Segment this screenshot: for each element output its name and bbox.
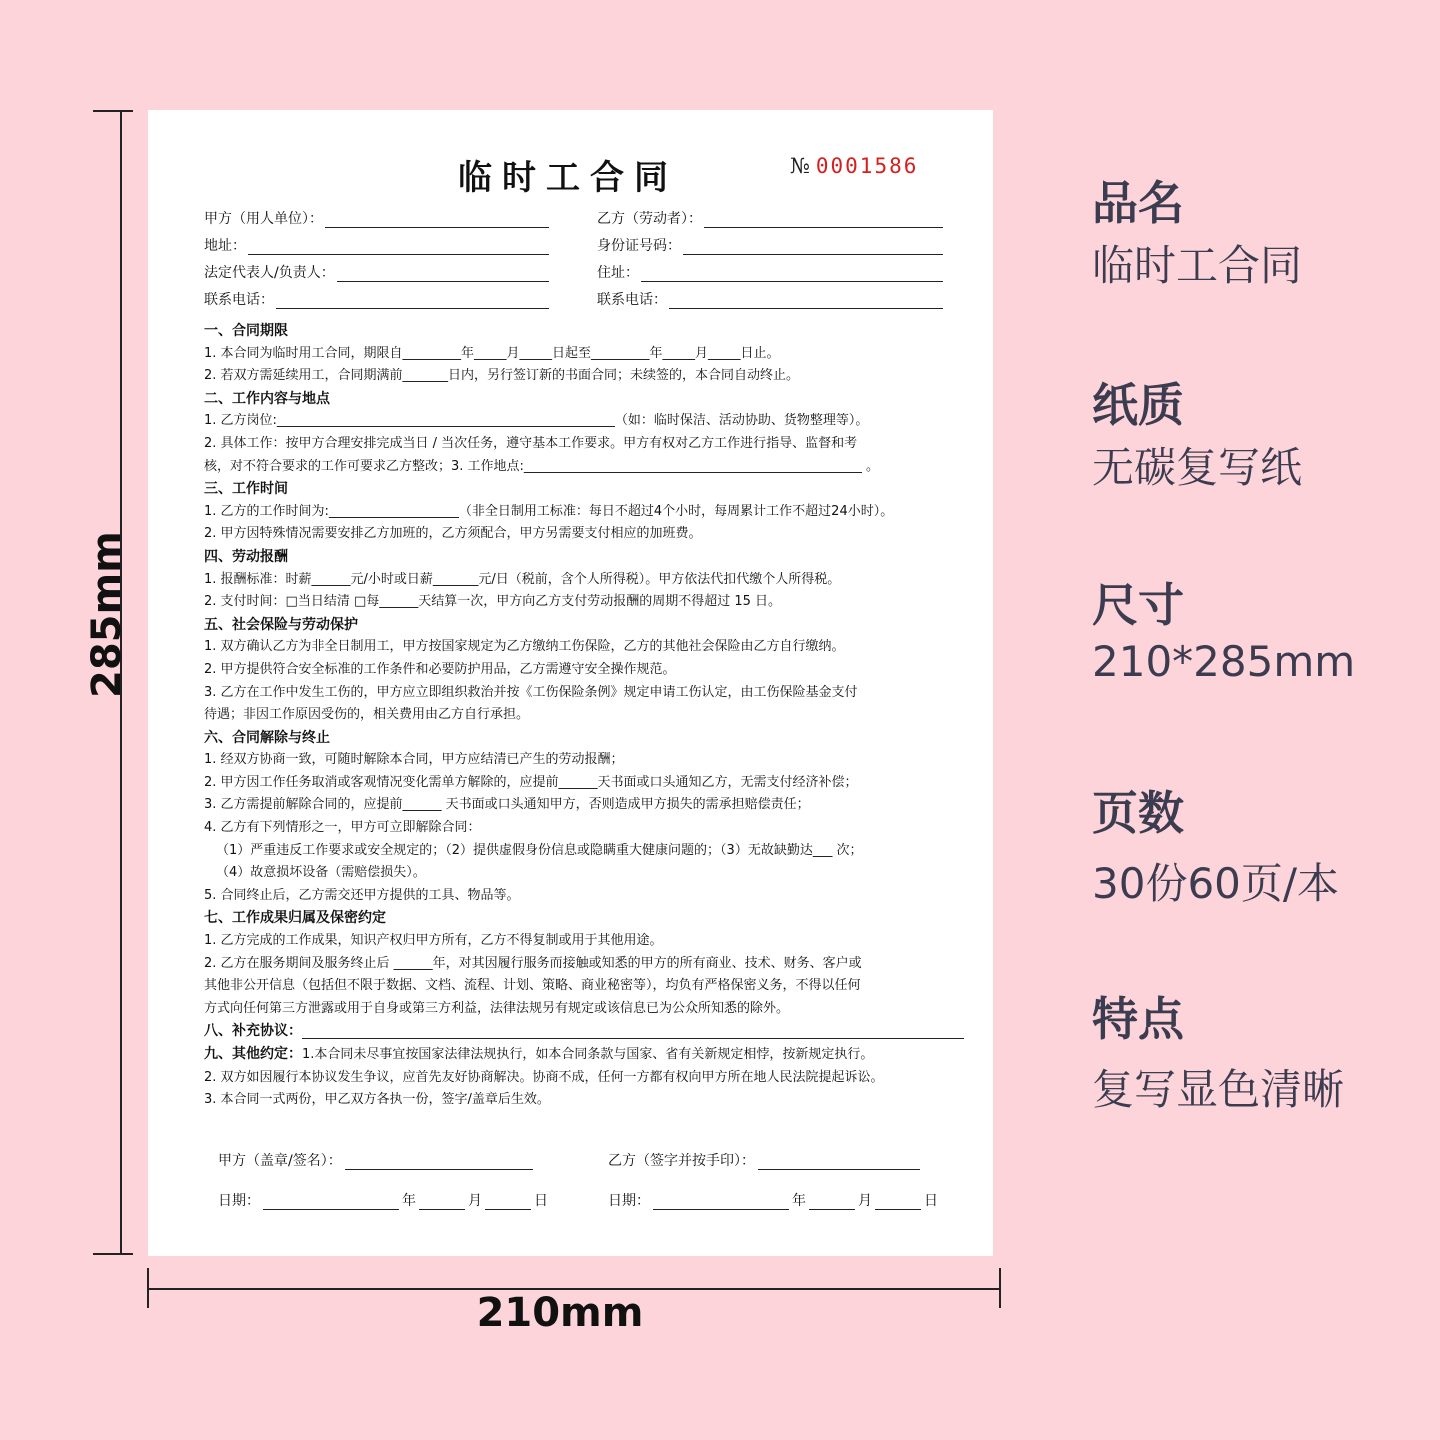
- section-line: 核，对不符合要求的工作可要求乙方整改；3. 工作地点:____________________________________________________ 。: [204, 458, 880, 474]
- height-dimension-cap-bottom: [93, 1253, 133, 1255]
- fill-line: [337, 267, 549, 282]
- contract-clauses: [204, 320, 964, 1112]
- spec-feature: [1092, 992, 1422, 1118]
- fill-line: [345, 1155, 533, 1170]
- field-label: 联系电话：: [597, 292, 667, 308]
- year-label: 年: [402, 1193, 416, 1209]
- field-label: 甲方（用人单位）：: [204, 211, 323, 227]
- section-heading: 五、社会保险与劳动保护: [204, 616, 358, 633]
- section-line: 1. 双方确认乙方为非全日制用工，甲方按国家规定为乙方缴纳工伤保险，乙方的其他社会保险由乙方自行缴纳。: [204, 639, 845, 655]
- spec-size: [1092, 578, 1422, 690]
- contract-title: 临时工合同: [458, 158, 678, 198]
- contract-sheet: [148, 110, 993, 1256]
- spec-value: 复写显色清晰: [1092, 1065, 1345, 1114]
- fill-line: [641, 267, 943, 282]
- section-heading: 二、工作内容与地点: [204, 390, 330, 407]
- field-address: [204, 235, 549, 255]
- fill-line: [325, 213, 549, 228]
- fill-line: [669, 294, 943, 309]
- field-phone-a: [204, 289, 549, 309]
- fill-line: [276, 294, 549, 309]
- section-line: 2. 支付时间：□当日结清 □每______天结算一次，甲方向乙方支付劳动报酬的周期不得超过 15 日。: [204, 594, 782, 610]
- field-label: 地址：: [204, 238, 246, 254]
- sign-label: 乙方（签字并按手印）：: [608, 1153, 755, 1169]
- field-label: 住址：: [597, 265, 639, 281]
- field-legal-rep: [204, 262, 549, 282]
- sign-party-a: [218, 1150, 536, 1170]
- height-dimension-cap-top: [93, 110, 133, 112]
- section-line: 2. 甲方因特殊情况需要安排乙方加班的，乙方须配合，甲方另需要支付相应的加班费。: [204, 526, 702, 542]
- section-heading: 三、工作时间: [204, 481, 288, 498]
- field-party-a: [204, 208, 549, 228]
- serial-sign: №: [790, 154, 810, 178]
- date-party-a: [218, 1190, 548, 1210]
- spec-value: 210*285mm: [1092, 637, 1356, 686]
- section-line: 3. 乙方需提前解除合同的，应提前______ 天书面或口头通知甲方，否则造成甲方损失的需承担赔偿责任；: [204, 797, 810, 813]
- fill-line: [758, 1155, 920, 1170]
- spec-label: 尺寸: [1092, 578, 1184, 632]
- section-heading: 八、补充协议：: [204, 1023, 302, 1040]
- field-label: 法定代表人/负责人：: [204, 265, 335, 281]
- section-line: 待遇；非因工作原因受伤的，相关费用由乙方自行承担。: [204, 707, 530, 723]
- section-heading: 六、合同解除与终止: [204, 729, 330, 746]
- field-label: 身份证号码：: [597, 238, 681, 254]
- fill-line: [485, 1195, 531, 1210]
- sign-label: 甲方（盖章/签名）：: [218, 1153, 342, 1169]
- fill-line: [704, 213, 943, 228]
- date-label: 日期：: [608, 1193, 650, 1209]
- spec-value: 临时工合同: [1092, 241, 1303, 290]
- supplement-row: [204, 1020, 964, 1043]
- fill-line: [419, 1195, 465, 1210]
- section-line: 2. 乙方在服务期间及服务终止后 ______年，对其因履行服务而接触或知悉的甲方的所有商业、技术、财务、客户或: [204, 955, 862, 971]
- field-id-number: [597, 235, 943, 255]
- width-label: 210mm: [476, 1290, 644, 1336]
- field-phone-b: [597, 289, 943, 309]
- section-line: 方式向任何第三方泄露或用于自身或第三方利益，法律法规另有规定或该信息已为公众所知悉的除外。: [204, 1000, 790, 1016]
- section-heading: 九、其他约定：: [204, 1046, 302, 1062]
- fill-line: [809, 1195, 855, 1210]
- section-line: 1. 乙方的工作时间为:____________________（非全日制用工标准：每日不超过4个小时，每周累计工作不超过24小时）。: [204, 503, 894, 519]
- spec-label: 页数: [1092, 786, 1184, 840]
- field-label: 乙方（劳动者）：: [597, 211, 702, 227]
- fill-line: [263, 1195, 399, 1210]
- serial-value: 0001586: [815, 154, 919, 178]
- section-line: （1）严重违反工作要求或安全规定的；（2）提供虚假身份信息或隐瞒重大健康问题的；（3）无故缺勤达___ 次；: [216, 842, 863, 858]
- section-line: 5. 合同终止后，乙方需交还甲方提供的工具、物品等。: [204, 887, 520, 903]
- section-line: 1.本合同未尽事宜按国家法律法规执行，如本合同条款与国家、省有关新规定相悖，按新规定执行。: [302, 1047, 874, 1062]
- section-line: （4）故意损坏设备（需赔偿损失）。: [216, 865, 426, 881]
- spec-value: 无碳复写纸: [1092, 443, 1303, 492]
- height-label: 285mm: [84, 531, 130, 698]
- sign-party-b: [608, 1150, 923, 1170]
- date-party-b: [608, 1190, 938, 1210]
- serial-number: [790, 154, 918, 178]
- section-line: 1. 乙方完成的工作成果，知识产权归甲方所有，乙方不得复制或用于其他用途。: [204, 933, 663, 949]
- section-line: 1. 经双方协商一致，可随时解除本合同，甲方应结清已产生的劳动报酬；: [204, 752, 624, 768]
- section-line: 2. 若双方需延续用工，合同期满前_______日内，另行签订新的书面合同；未续签的，本合同自动终止。: [204, 368, 800, 384]
- field-label: 联系电话：: [204, 292, 274, 308]
- spec-page-count: [1092, 786, 1422, 912]
- width-dimension-cap-left: [147, 1268, 149, 1308]
- fill-line: [875, 1195, 921, 1210]
- section-line: 1. 本合同为临时用工合同，期限自_________年_____月_____日起至_________年_____月_____日止。: [204, 345, 780, 361]
- section-line: 2. 甲方因工作任务取消或客观情况变化需单方解除的，应提前______天书面或口头通知乙方，无需支付经济补偿；: [204, 774, 858, 790]
- section-line: 1. 乙方岗位:____________________________________________________（如：临时保洁、活动协助、货物整理等）。: [204, 413, 869, 429]
- section-line: 1. 报酬标准：时薪______元/小时或日薪_______元/日（税前，含个人所得税）。甲方依法代扣代缴个人所得税。: [204, 571, 841, 587]
- section-heading: 一、合同期限: [204, 323, 288, 339]
- width-dimension-cap-right: [999, 1268, 1001, 1308]
- fill-line: [683, 240, 943, 255]
- date-label: 日期：: [218, 1193, 260, 1209]
- section-line: 3. 本合同一式两份，甲乙双方各执一份，签字/盖章后生效。: [204, 1092, 550, 1108]
- spec-label: 纸质: [1092, 378, 1184, 432]
- section-line: 2. 甲方提供符合安全标准的工作条件和必要防护用品，乙方需遵守安全操作规范。: [204, 661, 676, 677]
- section-line: 其他非公开信息（包括但不限于数据、文档、流程、计划、策略、商业秘密等），均负有严格保密义务，不得以任何: [204, 978, 861, 994]
- field-residence: [597, 262, 943, 282]
- day-label: 日: [924, 1193, 938, 1209]
- section-heading: 四、劳动报酬: [204, 548, 288, 565]
- month-label: 月: [858, 1193, 872, 1209]
- section-line: 3. 乙方在工作中发生工伤的，甲方应立即组织救治并按《工伤保险条例》规定申请工伤认定，由工伤保险基金支付: [204, 684, 858, 700]
- spec-label: 品名: [1092, 176, 1184, 230]
- month-label: 月: [468, 1193, 482, 1209]
- spec-paper-type: [1092, 378, 1422, 496]
- section-heading: 七、工作成果归属及保密约定: [204, 910, 386, 927]
- section-line: 4. 乙方有下列情形之一，甲方可立即解除合同：: [204, 820, 481, 836]
- fill-line: [653, 1195, 789, 1210]
- section-heading-row: [204, 1043, 964, 1067]
- spec-product-name: [1092, 176, 1422, 294]
- spec-label: 特点: [1092, 992, 1184, 1046]
- spec-value: 30份60页/本: [1092, 859, 1340, 908]
- year-label: 年: [792, 1193, 806, 1209]
- section-line: 2. 具体工作：按甲方合理安排完成当日 / 当次任务，遵守基本工作要求。甲方有权对乙方工作进行指导、监督和考: [204, 435, 858, 451]
- section-line: 2. 双方如因履行本协议发生争议，应首先友好协商解决。协商不成，任何一方都有权向甲方所在地人民法院提起诉讼。: [204, 1069, 884, 1085]
- day-label: 日: [534, 1193, 548, 1209]
- fill-line: [302, 1022, 964, 1039]
- field-party-b: [597, 208, 943, 228]
- fill-line: [248, 240, 549, 255]
